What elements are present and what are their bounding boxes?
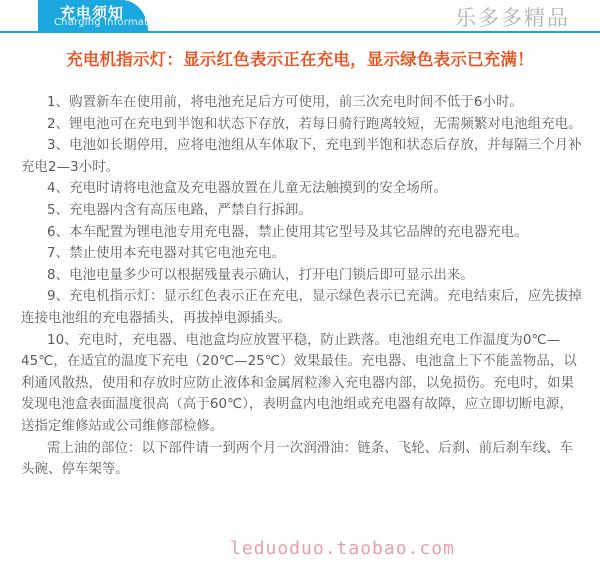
instruction-item: 1、购置新车在使用前，将电池充足后方可使用，前三次充电时间不低于6小时。 xyxy=(47,95,523,110)
instruction-item: 3、电池如长期停用，应将电池组从车体取下，充电到半饱和状态后存放，并每隔三个月补充电2—3小时。 xyxy=(21,138,582,175)
header-subtitle: Charging information xyxy=(54,17,165,28)
instruction-item: 9、充电机指示灯：显示红色表示正在充电，显示绿色表示已充满。充电结束后，应先拔掉连接电池组的充电器插头，再拔掉电源插头。 xyxy=(21,289,582,326)
header-title: 充电须知 xyxy=(60,4,125,22)
instruction-item: 7、禁止使用本充电器对其它电池充电。 xyxy=(47,246,285,262)
lubrication-note: 需上油的部位：以下部件请一到两个月一次润滑油：链条、飞轮、后刹、前后刹车线、车头碗、停车架等。 xyxy=(21,440,574,478)
headline: 充电机指示灯：显示红色表示正在充电，显示绿色表示已充满！ xyxy=(66,50,534,69)
instruction-item: 2、锂电池可在充电到半饱和状态下存放，若每日骑行跑离较短，无需频繁对电池组充电。 xyxy=(47,116,582,132)
instruction-item: 5、充电器内含有高压电路，严禁自行拆卸。 xyxy=(47,202,312,218)
instruction-item: 10、充电时，充电器、电池盒均应放置平稳，防止跌落。电池组充电工作温度为0℃—45℃，在适宜的温度下充电（20℃—25℃）效果最佳。充电器、电池盒上下不能盖物品，以利通风散热，使用和存放时应防止液体和金属屑粒渗入充电器内部，以免损伤。充电时，如果发现电池盒表面温度很高（高于60℃），表明盒内电池组或充电器有故障，应立即切断电源，送指定维修站或公司维修部检修。 xyxy=(21,332,577,434)
store-watermark: leduoduo.taobao.com xyxy=(230,538,455,559)
instruction-item: 4、充电时请将电池盒及充电器放置在儿童无法触摸到的安全场所。 xyxy=(47,181,447,197)
instructions-list xyxy=(21,92,584,481)
brand-name: 乐多多精品 xyxy=(455,6,570,30)
instruction-item: 8、电池电量多少可以根据残量表示确认，打开电门锁后即可显示出来。 xyxy=(47,267,474,283)
header-bar xyxy=(0,0,600,33)
instruction-item: 6、本车配置为锂电池专用充电器，禁止使用其它型号及其它品牌的充电器充电。 xyxy=(47,224,528,240)
